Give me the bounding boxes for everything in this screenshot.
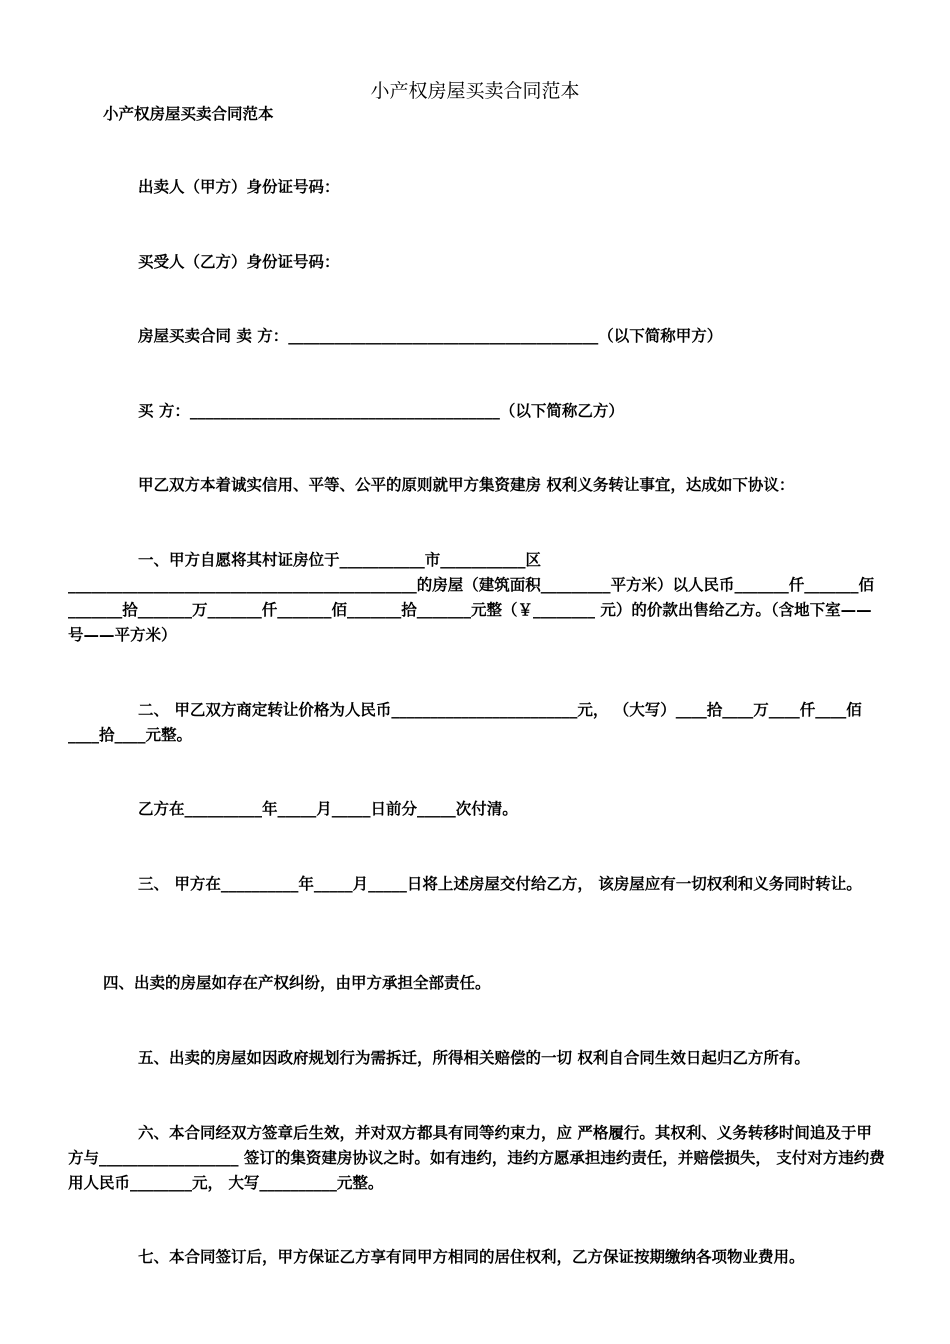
clause-3: 三、 甲方在__________年_____月_____日将上述房屋交付给乙方， 该房屋应有一切权利和义务同时转让。 (138, 875, 862, 893)
buyer-id-line: 买受人（乙方）身份证号码： (138, 253, 340, 271)
clause-6: 六、本合同经双方签章后生效，并对双方都具有同等约束力，应 严格履行。其权利、义务转移时间追及于甲方与__________________ 签订的集资建房协议之时。如有违约，违约方愿承担违约责任，并赔偿损失， 支付对方违约费用人民币________元， 大写__________元整。 (68, 1124, 885, 1192)
payment-schedule-line: 乙方在__________年_____月_____日前分_____次付清。 (138, 800, 518, 818)
clause-2: 二、 甲乙双方商定转让价格为人民币________________________元， （大写）____拾____万____仟____佰____拾____元整。 (68, 701, 862, 744)
preamble-paragraph: 甲乙双方本着诚实信用、平等、公平的原则就甲方集资建房 权利义务转让事宜，达成如下协议： (138, 476, 795, 494)
page-header-title: 小产权房屋买卖合同范本 (370, 80, 580, 102)
buyer-party-line: 买 方：________________________________________（以下简称乙方） (138, 402, 624, 420)
seller-party-line: 房屋买卖合同 卖 方：________________________________________（以下简称甲方） (138, 327, 723, 345)
document-subtitle: 小产权房屋买卖合同范本 (103, 105, 274, 123)
clause-4: 四、出卖的房屋如存在产权纠纷，由甲方承担全部责任。 (103, 974, 491, 992)
clause-5: 五、出卖的房屋如因政府规划行为需拆迁，所得相关赔偿的一切 权利自合同生效日起归乙方所有。 (138, 1049, 810, 1067)
clause-7: 七、本合同签订后，甲方保证乙方享有同甲方相同的居住权利，乙方保证按期缴纳各项物业费用。 (138, 1248, 805, 1266)
clause-1: 一、甲方自愿将其村证房位于___________市___________区_____________________________________________的房屋（建筑面积_________平方米）以人民币_______仟_______佰_______拾_______万_______仟_______佰_______拾_______元整（￥________ 元）的价款出售给乙方。（含地下室——号——平方米） (68, 551, 875, 644)
seller-id-line: 出卖人（甲方）身份证号码： (138, 178, 340, 196)
